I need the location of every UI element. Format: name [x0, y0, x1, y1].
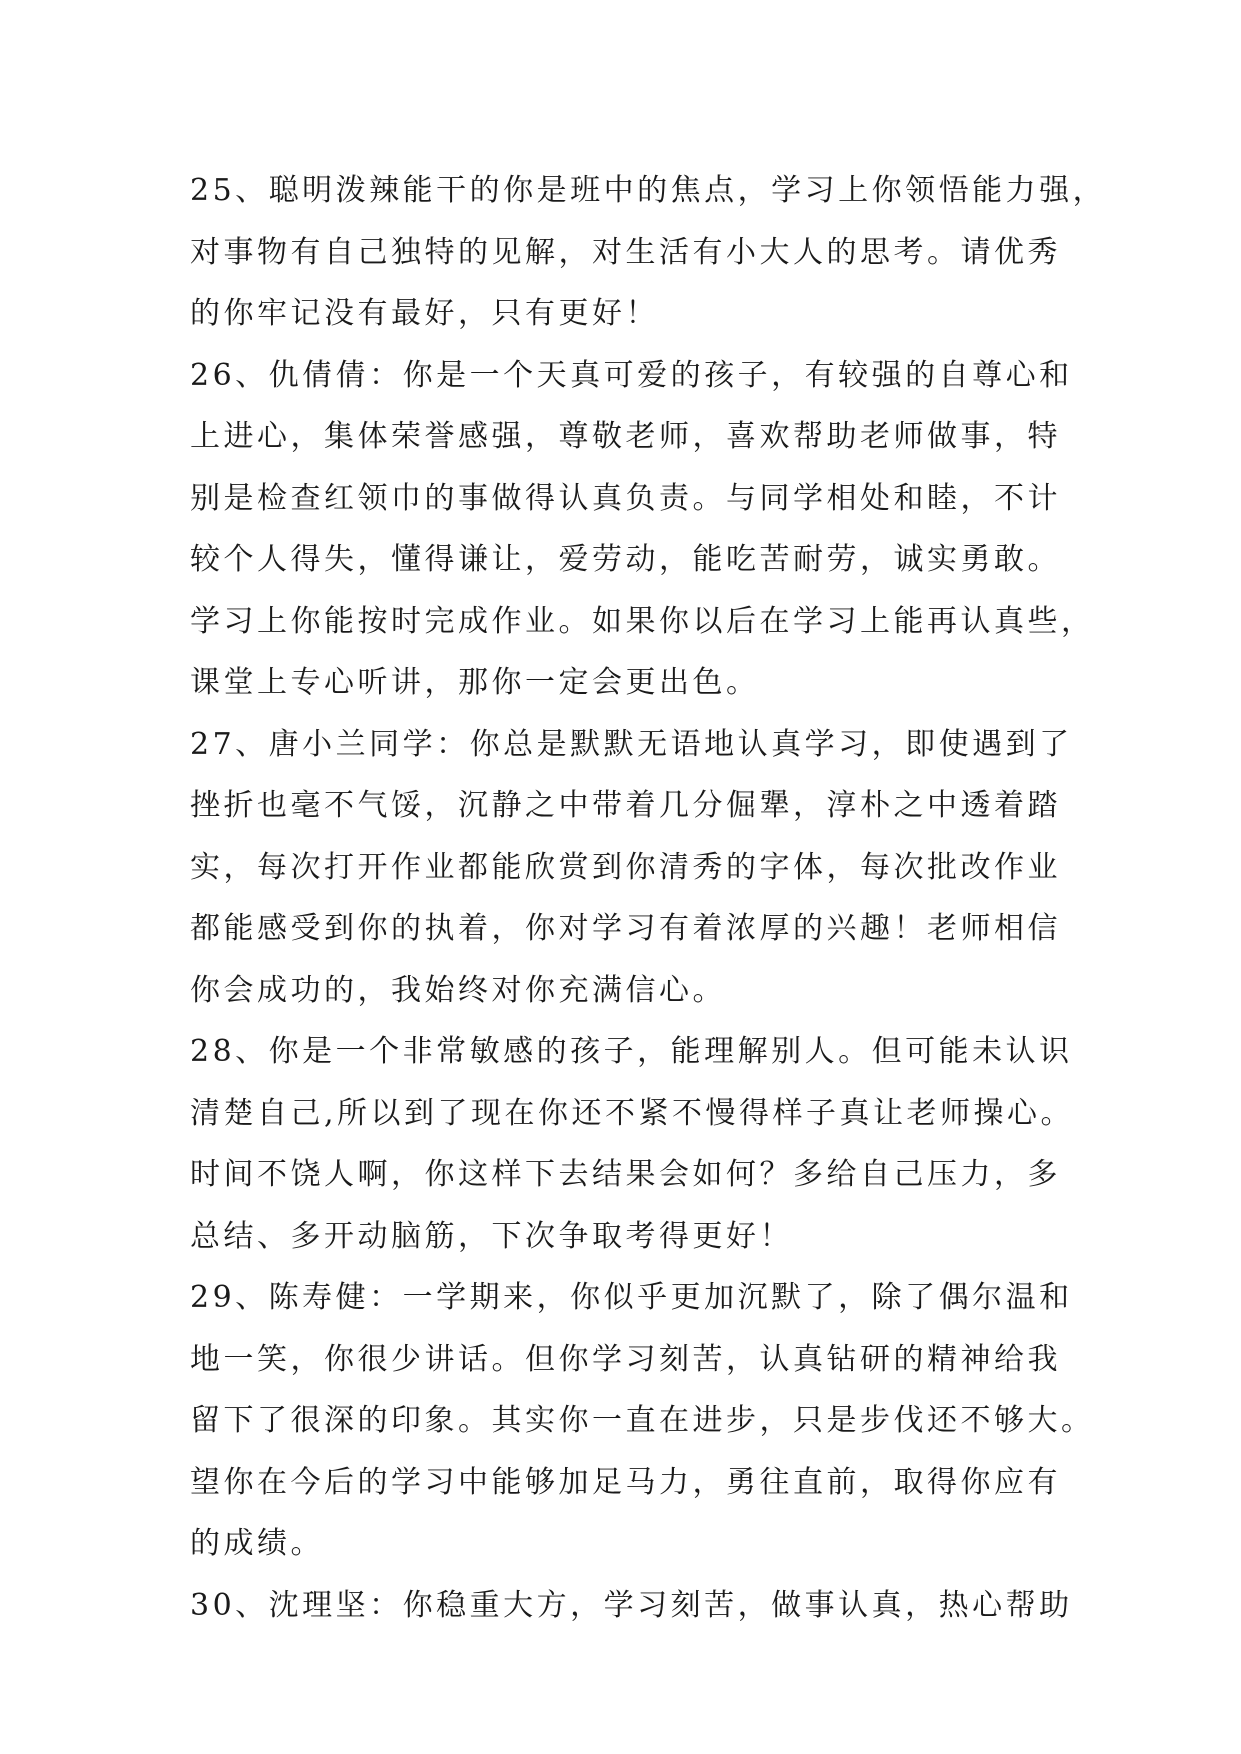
text-line: 26、仇倩倩：你是一个天真可爱的孩子，有较强的自尊心和: [190, 357, 1073, 393]
text-line: 的你牢记没有最好，只有更好！: [190, 296, 659, 331]
text-line: 课堂上专心听讲，那你一定会更出色。: [190, 665, 760, 700]
text-line: 30、沈理坚：你稳重大方，学习刻苦，做事认真，热心帮助: [190, 1587, 1073, 1623]
text-line: 实，每次打开作业都能欣赏到你清秀的字体，每次批改作业: [190, 849, 1061, 885]
text-line: 时间不饶人啊，你这样下去结果会如何？多给自己压力，多: [190, 1157, 1061, 1192]
text-line: 挫折也毫不气馁，沉静之中带着几分倔犟，淳朴之中透着踏: [190, 788, 1061, 823]
document-body: [190, 160, 1107, 1636]
text-line: 你会成功的，我始终对你充满信心。: [190, 972, 726, 1008]
text-line: 上进心，集体荣誉感强，尊敬老师，喜欢帮助老师做事，特: [190, 419, 1061, 454]
text-line: 别是检查红领巾的事做得认真负责。与同学相处和睦，不计: [190, 480, 1061, 516]
text-line: 对事物有自己独特的见解，对生活有小大人的思考。请优秀: [190, 234, 1061, 270]
text-line: 25、聪明泼辣能干的你是班中的焦点，学习上你领悟能力强，: [190, 173, 1107, 208]
text-line: 学习上你能按时完成作业。如果你以后在学习上能再认真些，: [190, 603, 1095, 639]
text-line: 29、陈寿健：一学期来，你似乎更加沉默了，除了偶尔温和: [190, 1280, 1073, 1315]
text-line: 留下了很深的印象。其实你一直在进步，只是步伐还不够大。: [190, 1403, 1095, 1438]
text-line: 望你在今后的学习中能够加足马力，勇往直前，取得你应有: [190, 1464, 1061, 1500]
text-line: 总结、多开动脑筋，下次争取考得更好！: [190, 1218, 793, 1254]
text-line: 都能感受到你的执着，你对学习有着浓厚的兴趣！老师相信: [190, 911, 1061, 946]
text-line: 地一笑，你很少讲话。但你学习刻苦，认真钻研的精神给我: [190, 1341, 1061, 1377]
text-line: 27、唐小兰同学：你总是默默无语地认真学习，即使遇到了: [190, 726, 1073, 762]
text-line: 的成绩。: [190, 1526, 324, 1561]
text-line: 清楚自己,所以到了现在你还不紧不慢得样子真让老师操心。: [190, 1095, 1075, 1131]
text-line: 较个人得失，懂得谦让，爱劳动，能吃苦耐劳，诚实勇敢。: [190, 542, 1061, 577]
text-line: 28、你是一个非常敏感的孩子，能理解别人。但可能未认识: [190, 1034, 1073, 1069]
